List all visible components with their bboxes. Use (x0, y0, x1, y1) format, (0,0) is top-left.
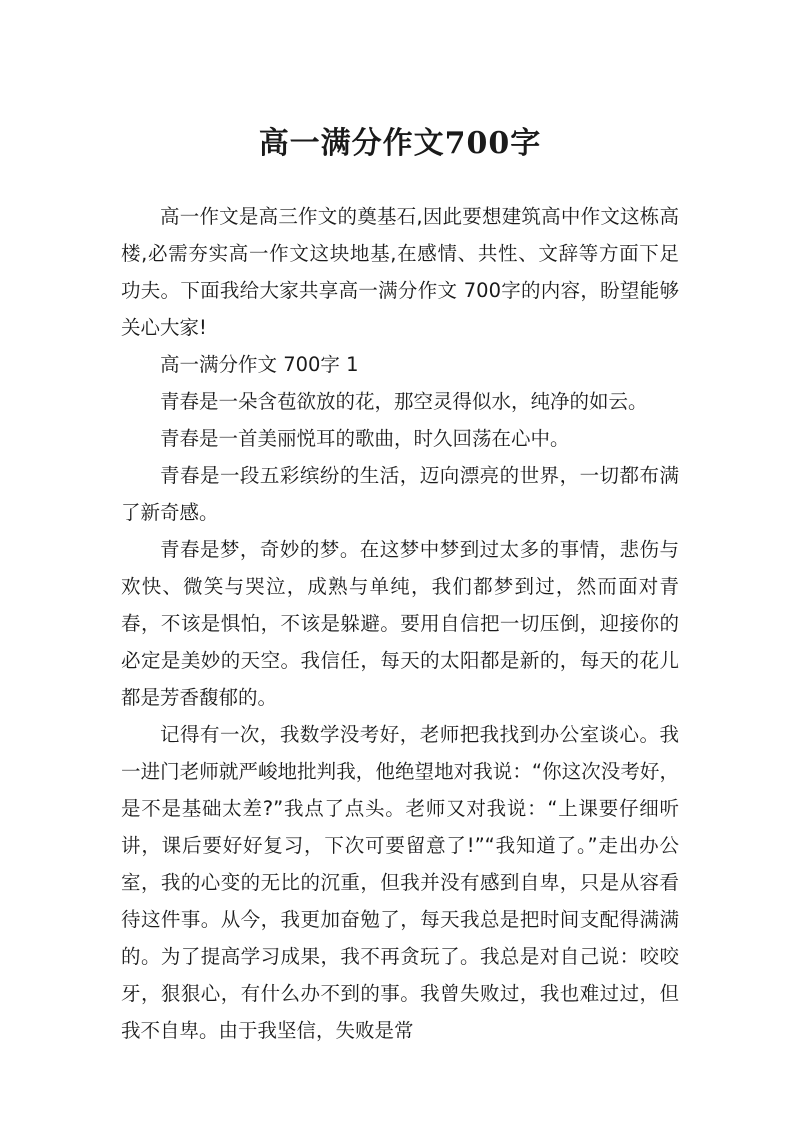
intro-paragraph: 高一作文是高三作文的奠基石,因此要想建筑高中作文这栋高楼,必需夯实高一作文这块地基,在感情、共性、文辞等方面下足功夫。下面我给大家共享高一满分作文 700字的内容，盼望能够关心大家! (121, 205, 679, 339)
body-paragraph: 青春是一首美丽悦耳的歌曲，时久回荡在心中。 (160, 427, 570, 450)
document-body (121, 198, 679, 1049)
body-paragraph: 青春是梦，奇妙的梦。在这梦中梦到过太多的事情，悲伤与欢快、微笑与哭泣，成熟与单纯，我们都梦到过，然而面对青春，不该是惧怕，不该是躲避。要用自信把一切压倒，迎接你的必定是美妙的天空。我信任，每天的太阳都是新的，每天的花儿都是芳香馥郁的。 (121, 538, 679, 709)
document-title: 高一满分作文700字 (258, 126, 542, 161)
body-paragraph: 青春是一朵含苞欲放的花，那空灵得似水，纯净的如云。 (160, 390, 648, 413)
body-paragraph: 记得有一次，我数学没考好，老师把我找到办公室谈心。我一进门老师就严峻地批判我，他绝望地对我说：“你这次没考好，是不是基础太差?”我点了点头。老师又对我说：“上课要仔细听讲，课后要好好复习，下次可要留意了!”“我知道了。”走出办公室，我的心变的无比的沉重，但我并没有感到自卑，只是从容看待这件事。从今，我更加奋勉了，每天我总是把时间支配得满满的。为了提高学习成果，我不再贪玩了。我总是对自己说：咬咬牙，狠狠心，有什么办不到的事。我曾失败过，我也难过过，但我不自卑。由于我坚信，失败是常 (121, 723, 679, 1042)
body-paragraph: 青春是一段五彩缤纷的生活，迈向漂亮的世界，一切都布满了新奇感。 (121, 464, 679, 524)
section-heading: 高一满分作文 700字 1 (160, 353, 359, 376)
